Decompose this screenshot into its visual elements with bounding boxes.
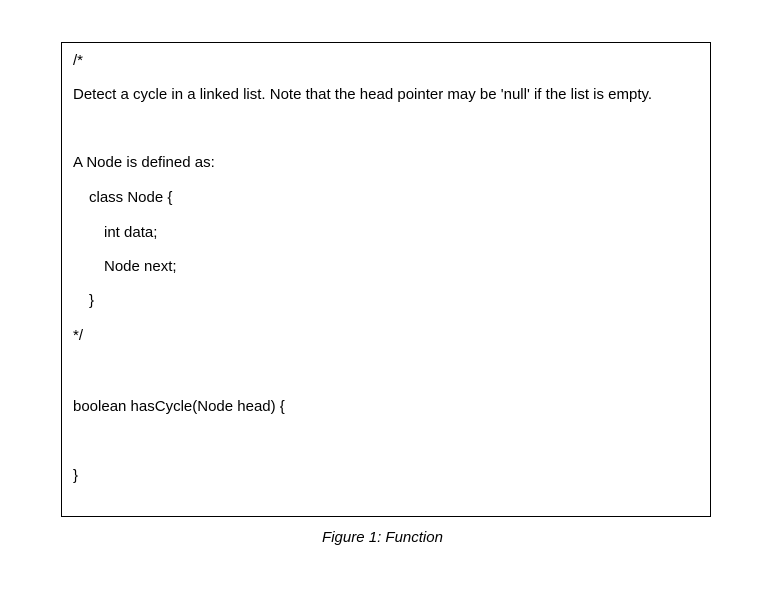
function-signature: boolean hasCycle(Node head) {	[73, 398, 285, 415]
comment-close: */	[73, 327, 84, 344]
field-data: int data;	[104, 224, 158, 241]
code-listing-box	[61, 42, 711, 517]
figure-caption: Figure 1: Function	[322, 529, 443, 546]
function-close-brace: }	[73, 467, 79, 484]
class-declaration: class Node {	[89, 189, 173, 206]
field-next: Node next;	[104, 258, 177, 275]
comment-open: /*	[73, 52, 84, 69]
class-close-brace: }	[89, 292, 95, 309]
node-definition-intro: A Node is defined as:	[73, 154, 215, 171]
problem-description: Detect a cycle in a linked list. Note that the head pointer may be 'null' if the list is empty.	[73, 86, 653, 103]
